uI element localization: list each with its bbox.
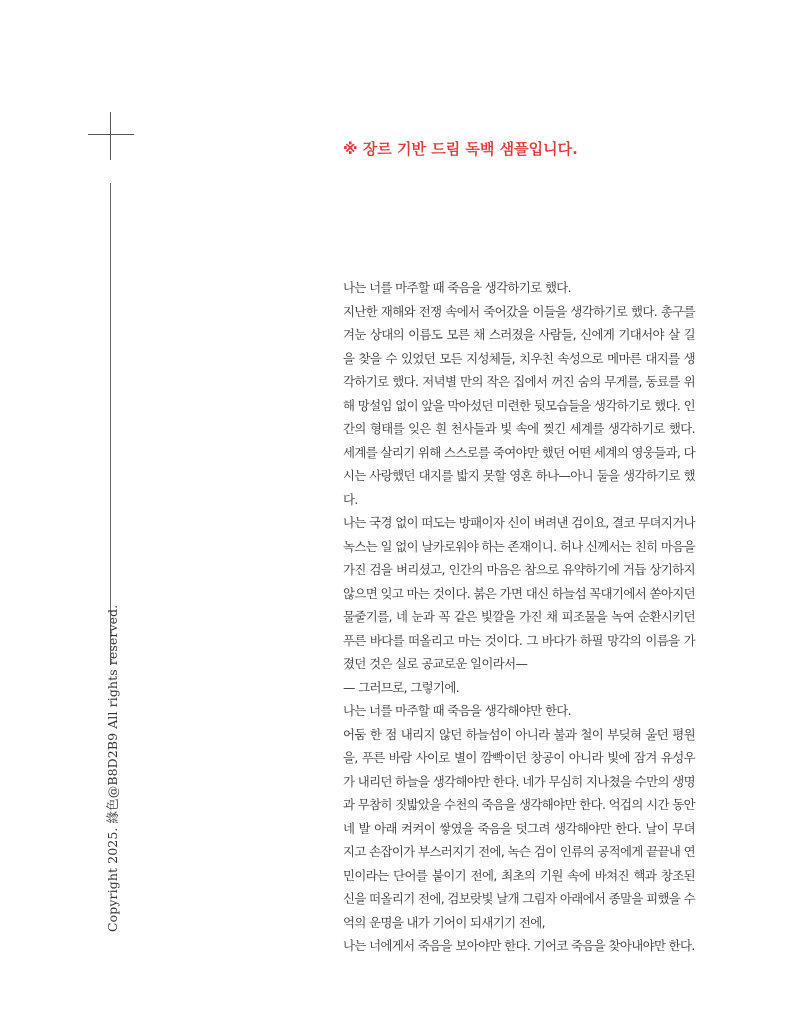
paragraph: 나는 국경 없이 떠도는 방패이자 신이 벼려낸 검이요, 결코 무뎌지거나 녹스는 일 없이 날카로워야 하는 존재이니. 허나 신께서는 친히 마음을 가진 검을 벼리셨고, 인간의 마음은 참으로 유약하기에 거듭 상기하지 않으면 잊고 마는 것이다. 붉은 가면 대신 하늘섬 꼭대기에서 쏟아지던 물줄기를, 네 눈과 꼭 같은 빛깔을 가진 채 피조물을 녹여 순환시키던 푸른 바다를 떠올리고 마는 것이다. 그 바다가 하필 망각의 이름을 가졌던 것은 실로 공교로운 일이라서— [343,515,695,671]
paragraph: 나는 너에게서 죽음을 보아야만 한다. 기어코 죽음을 찾아내야만 한다. [343,938,695,953]
crop-mark-horizontal [88,134,134,135]
copyright-notice: Copyright 2025. 緣色@B8D2B9 All rights reserved. [105,604,120,932]
paragraph: 지난한 재해와 전쟁 속에서 죽어갔을 이들을 생각하기로 했다. 총구를 겨눈 상대의 이름도 모른 채 스러졌을 사람들, 신에게 기대서야 살 길을 찾을 수 있었던 모든 지성체들, 치우친 속성으로 메마른 대지를 생각하기로 했다. 저녁별 만의 작은 집에서 꺼진 숨의 무게를, 동료를 위해 망설임 없이 앞을 막아섰던 미련한 뒷모습들을 생각하기로 했다. 인간의 형태를 잊은 흰 천사들과 빛 속에 찢긴 세계를 생각하기로 했다. 세계를 살리기 위해 스스로를 죽여야만 했던 어떤 세계의 영웅들과, 다시는 사랑했던 대지를 밟지 못할 영혼 하나—아니 둘을 생각하기로 했다. [343,303,695,507]
paragraph: 어둠 한 점 내리지 않던 하늘섬이 아니라 불과 철이 부딪혀 울던 평원을, 푸른 바람 사이로 별이 깜빡이던 창공이 아니라 빛에 잠겨 유성우가 내리던 하늘을 생각해야만 한다. 네가 무심히 지나쳤을 수만의 생명과 무참히 짓밟았을 수천의 죽음을 생각해야만 한다. 억겁의 시간 동안 네 발 아래 켜켜이 쌓였을 죽음을 덧그려 생각해야만 한다. 날이 무뎌지고 손잡이가 부스러지기 전에, 녹슨 검이 인류의 공적에게 끝끝내 연민이라는 단어를 붙이기 전에, 최초의 기원 속에 바쳐진 핵과 창조된 신을 떠올리기 전에, 검보랏빛 날개 그림자 아래에서 종말을 피했을 수억의 운명을 내가 기어이 되새기기 전에, [343,726,695,930]
vertical-rule [110,183,111,665]
crop-mark-vertical [110,112,111,160]
monologue-body [343,276,695,958]
sample-notice-heading: ※ 장르 기반 드림 독백 샘플입니다. [343,140,578,158]
paragraph: 나는 너를 마주할 때 죽음을 생각해야만 한다. [343,703,572,718]
paragraph: 나는 너를 마주할 때 죽음을 생각하기로 했다. [343,280,572,295]
paragraph: — 그러므로, 그렇기에. [343,679,460,695]
